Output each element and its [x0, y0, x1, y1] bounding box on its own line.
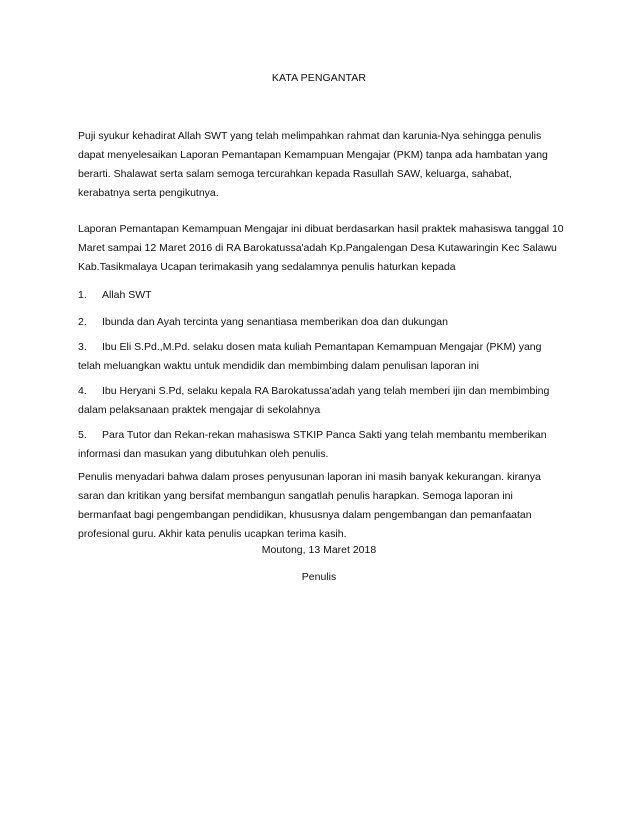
- list-item: [78, 313, 566, 332]
- report-paragraph: Laporan Pemantapan Kemampuan Mengajar ini dibuat berdasarkan hasil praktek mahasiswa tanggal 10 Maret sampai 12 Maret 2016 di RA Barokatussa'adah Kp.Pangalengan Desa Kutawaringin Kec Salawu Kab.Tasikmalaya Ucapan terimakasih yang sedalamnya penulis haturkan kepada: [78, 223, 564, 273]
- list-text: Para Tutor dan Rekan-rekan mahasiswa STKIP Panca Sakti yang telah membantu memberikan informasi dan masukan yang dibutuhkan oleh penulis.: [78, 429, 547, 460]
- list-number: 5.: [78, 429, 87, 441]
- list-text: Ibu Eli S.Pd.,M.Pd. selaku dosen mata kuliah Pemantapan Kemampuan Mengajar (PKM) yang telah meluangkan waktu untuk mendidik dan membimbing dalam penulisan laporan ini: [78, 341, 542, 372]
- intro-paragraph: Puji syukur kehadirat Allah SWT yang telah melimpahkan rahmat dan karunia-Nya sehingga penulis dapat menyelesaikan Laporan Pemantapan Kemampuan Mengajar (PKM) tanpa ada hambatan yang berarti. Shalawat serta salam semoga tercurahkan kepada Rasullah SAW, keluarga, sahabat, kerabatnya serta pengikutnya.: [78, 130, 548, 199]
- closing-paragraph: Penulis menyadari bahwa dalam proses penyusunan laporan ini masih banyak kekurangan. kiranya saran dan kritikan yang bersifat membangun sangatlah penulis harapkan. Semoga laporan ini bermanfaat bagi pengembangan pendidikan, khususnya dalam pengembangan dan pemanfaatan profesional guru. Akhir kata penulis ucapkan terima kasih.: [78, 471, 541, 540]
- list-number: 4.: [78, 385, 87, 397]
- page-title: KATA PENGANTAR: [271, 72, 367, 84]
- list-number: 3.: [78, 341, 87, 353]
- list-item: [78, 382, 566, 420]
- list-text: Ibu Heryani S.Pd, selaku kepala RA Barokatussa'adah yang telah memberi ijin dan membimbing dalam pelaksanaan praktek mengajar di sekolahnya: [78, 385, 550, 416]
- list-text: Ibunda dan Ayah tercinta yang senantiasa memberikan doa dan dukungan: [102, 316, 448, 328]
- place-date: Moutong, 13 Maret 2018: [261, 544, 377, 556]
- list-text: Allah SWT: [102, 289, 152, 301]
- list-number: 1.: [78, 289, 87, 301]
- signature-label: Penulis: [301, 571, 337, 583]
- list-number: 2.: [78, 316, 87, 328]
- list-item: [78, 286, 566, 305]
- list-item: [78, 426, 566, 464]
- list-item: [78, 338, 566, 376]
